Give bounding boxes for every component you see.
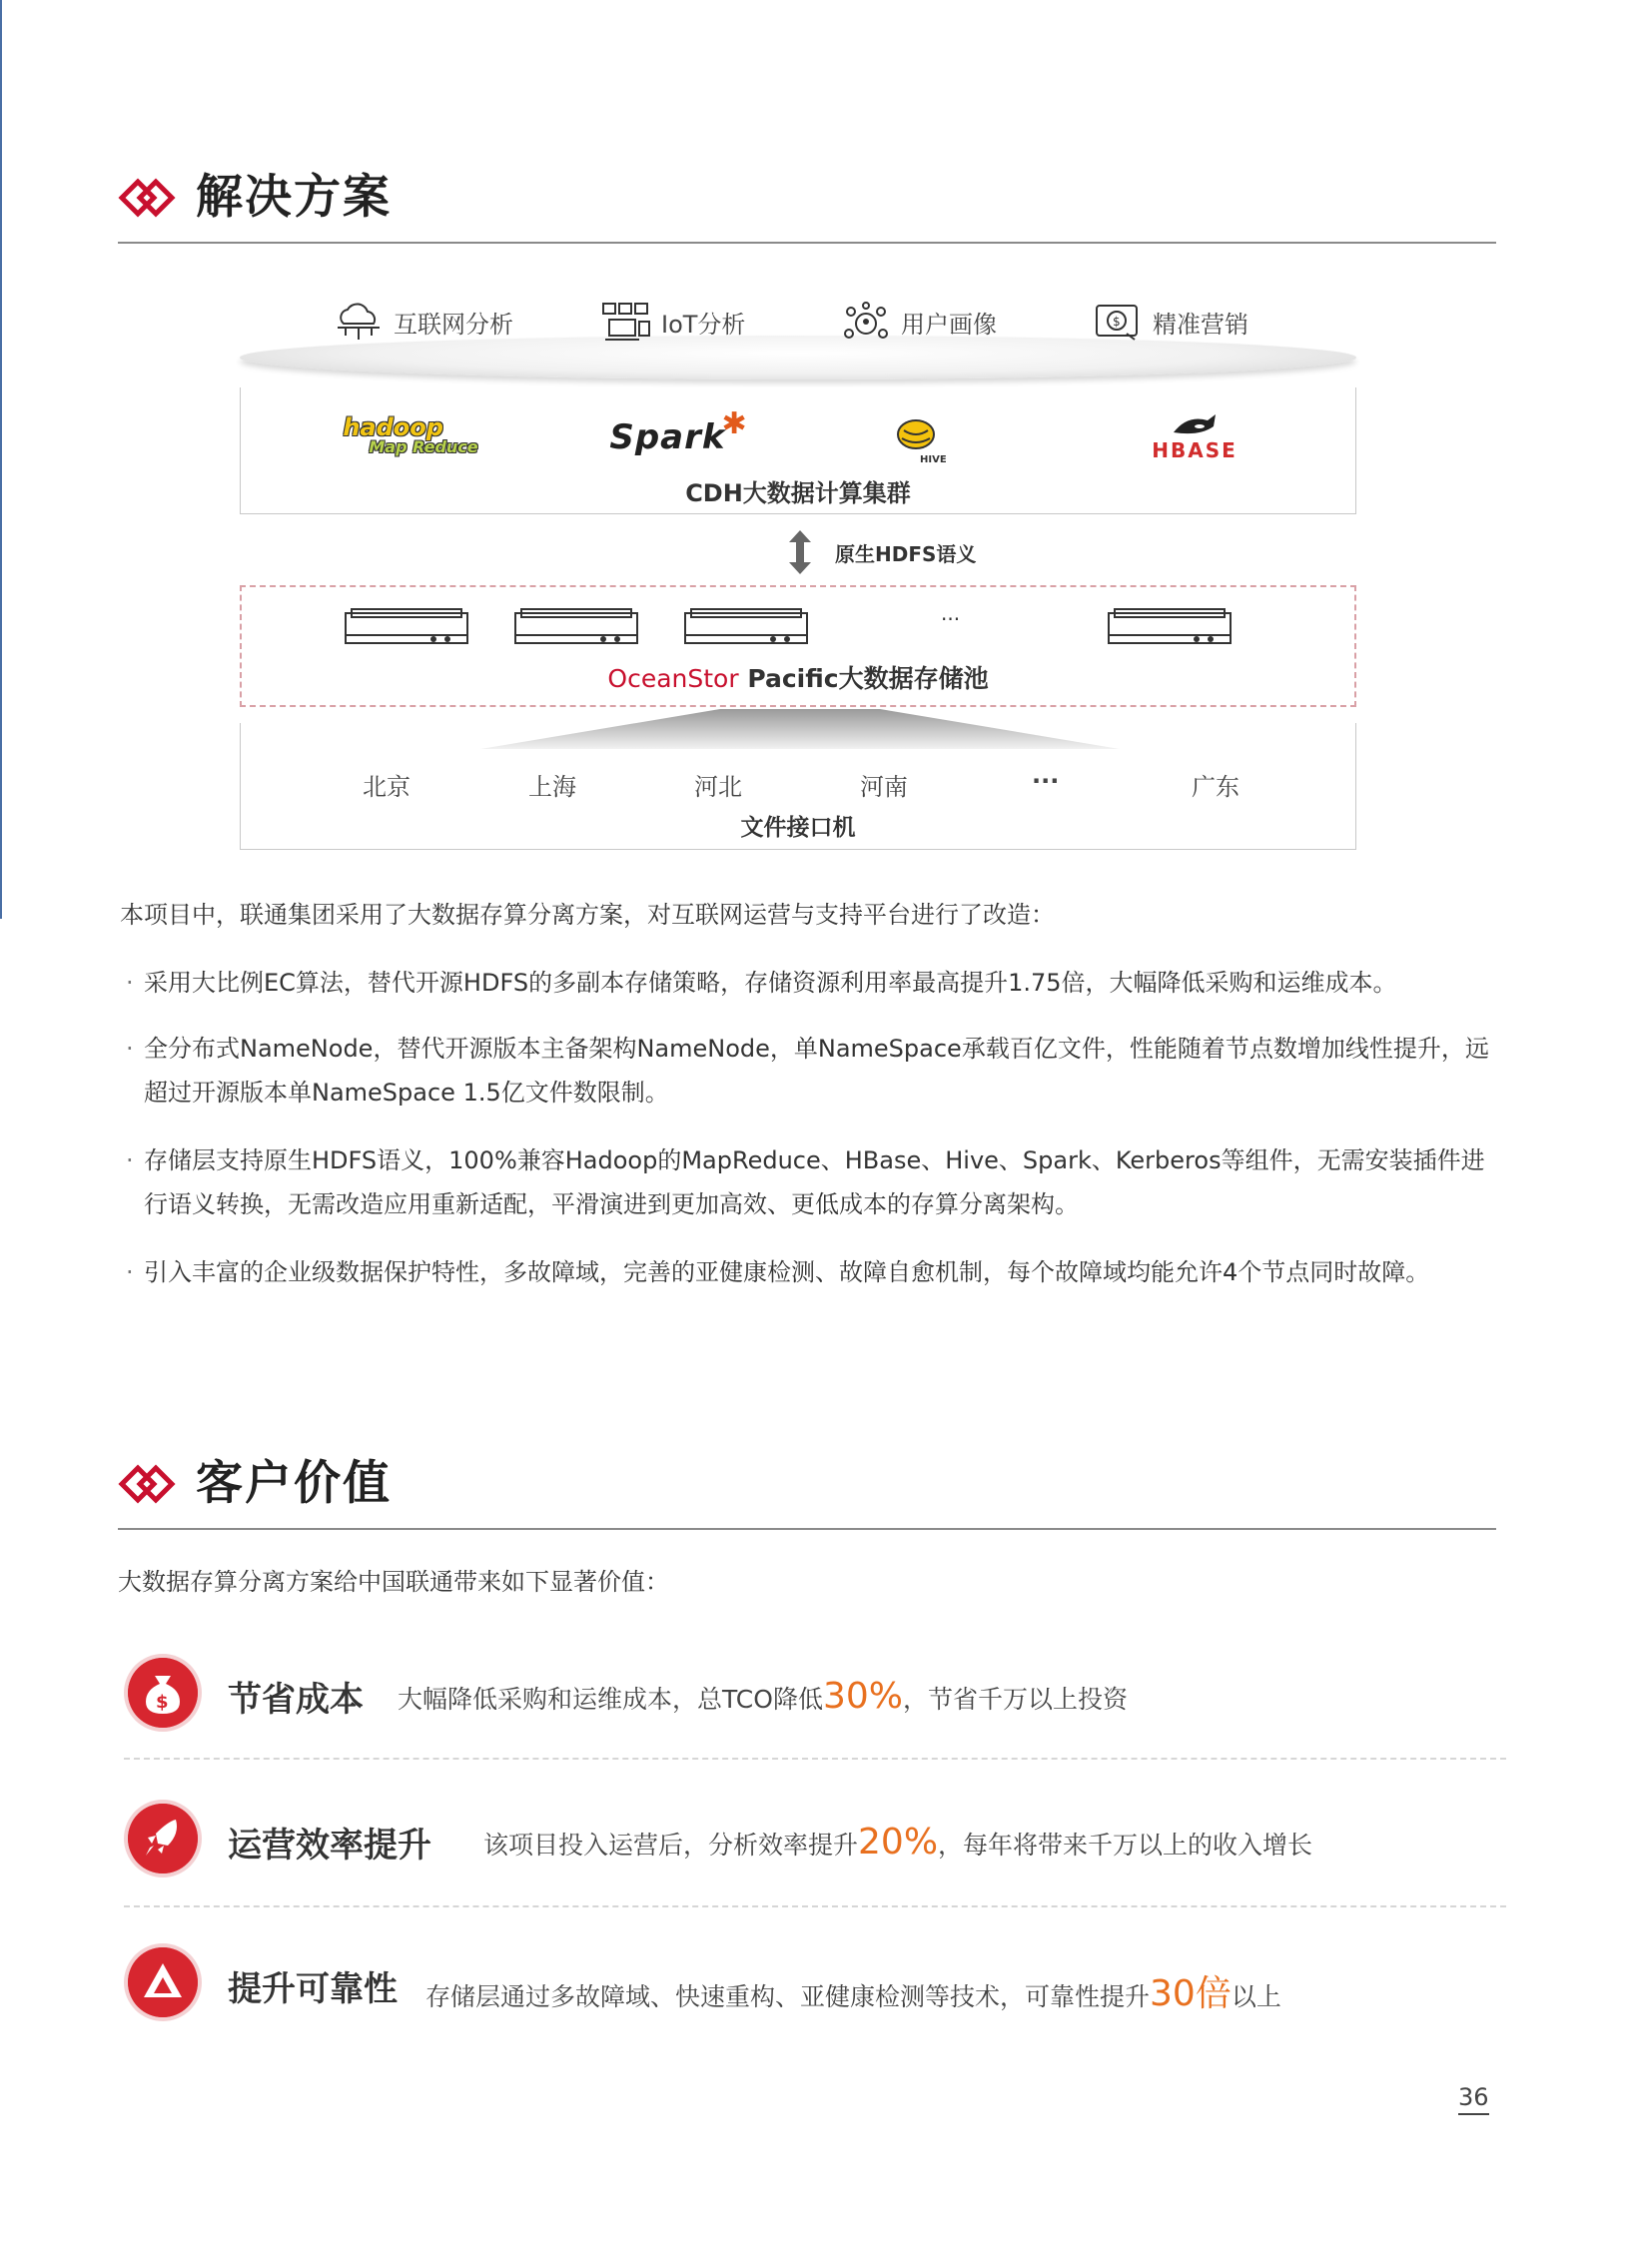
app-iot-analysis [599,302,745,342]
solution-bullet [126,1250,1504,1294]
app-label: IoT分析 [661,310,746,339]
bullet-text: 引入丰富的企业级数据保护特性，多故障域，完善的亚健康检测、故障自愈机制，每个故障域均能允许4个节点同时故障。 [144,1258,1430,1286]
more-nodes-ellipsis: ... [941,601,961,625]
city-ellipsis: ··· [1032,767,1060,795]
section-divider [118,1528,1496,1530]
hdfs-semantic-link [789,529,976,575]
app-precision-marketing [1091,302,1248,342]
bullet-text: 全分布式NameNode，替代开源版本主备架构NameNode，单NameSpace承载百亿文件，性能随着节点数增加线性提升，远超过开源版本单NameSpace 1.5亿文件数限制。 [144,1035,1489,1107]
svg-text:$: $ [1113,315,1121,329]
solution-bullet [126,1027,1504,1115]
hdfs-semantic-label: 原生HDFS语义 [835,541,977,566]
value-description [483,1822,1312,1863]
value-item-cost [128,1658,1506,1732]
fan-connector-shape [480,709,1120,755]
value-desc-after: ，节省千万以上投资 [902,1685,1128,1714]
architecture-diagram [240,290,1356,849]
app-internet-analysis [332,302,513,342]
bullet-text: 采用大比例EC算法，替代开源HDFS的多副本存储策略，存储资源利用率最高提升1.75倍，大幅降低采购和运维成本。 [144,969,1397,997]
solution-intro: 本项目中，联通集团采用了大数据存算分离方案，对互联网运营与支持平台进行了改造： [120,901,1055,929]
value-title: 节省成本 [228,1680,364,1720]
city-label: 河北 [694,773,742,801]
solution-heading: 解决方案 [196,170,392,225]
app-label: 互联网分析 [394,310,513,339]
storage-node-icon [683,607,809,649]
value-item-reliability [128,1947,1506,2021]
oceanstor-storage-pool [240,585,1356,707]
cdh-compute-cluster [240,387,1356,514]
value-intro: 大数据存算分离方案给中国联通带来如下显著价值： [118,1568,669,1596]
precision-marketing-icon [1091,302,1145,342]
dashed-divider [124,1905,1506,1907]
storage-pool-caption [242,659,1354,695]
value-highlight: 30倍 [1150,1973,1232,2014]
value-title: 运营效率提升 [228,1826,431,1866]
value-description [425,1965,1281,2016]
solution-bullet [126,961,1504,1005]
value-highlight: 30% [822,1676,903,1717]
value-desc-before: 存储层通过多故障域、快速重构、亚健康检测等技术，可靠性提升 [425,1982,1151,2011]
hadoop-logo-text: hadoop [343,413,443,441]
bullet-marker: · [126,1146,134,1174]
spark-star-icon: ✱ [721,405,747,441]
hive-logo [880,407,960,467]
hbase-logo [1140,407,1249,467]
mountain-shield-icon [128,1947,198,2017]
dashed-divider [124,1758,1506,1760]
value-highlight: 20% [858,1822,939,1863]
file-interface-machines [240,723,1356,850]
app-label: 用户画像 [901,310,997,339]
solution-bullet [126,1138,1504,1226]
bullet-marker: · [126,1035,134,1063]
page-number: 36 [1458,2083,1489,2115]
diamond-logo-icon [118,1462,176,1506]
city-label: 上海 [528,773,576,801]
value-desc-before: 大幅降低采购和运维成本，总TCO降低 [398,1685,823,1714]
file-interface-caption: 文件接口机 [740,815,856,841]
spark-logo-text: Spark [609,417,726,457]
rocket-icon [128,1804,198,1873]
application-layer-band [240,336,1356,379]
iot-devices-icon [599,302,653,342]
svg-text:$: $ [156,1692,169,1713]
orca-icon [1170,412,1220,438]
compute-cluster-caption: CDH大数据计算集群 [685,479,911,507]
cloud-network-icon [332,302,386,342]
bullet-text: 存储层支持原生HDFS语义，100%兼容Hadoop的MapReduce、HBase、Hive、Spark、Kerberos等组件，无需安装插件进行语义转换，无需改造应用重新适配，平滑演进到更加高效、更低成本的存算分离架构。 [144,1146,1485,1218]
storage-node-icon [1107,607,1233,649]
bullet-marker: · [126,969,134,997]
storage-pool-caption-rest: Pacific大数据存储池 [738,664,989,693]
value-title: 提升可靠性 [228,1969,398,2009]
app-label: 精准营销 [1153,310,1248,339]
city-label: 广东 [1192,773,1239,801]
hive-logo-text: HIVE [920,454,947,465]
hive-bee-icon [890,408,950,466]
storage-node-icon [513,607,639,649]
section-divider [118,242,1496,244]
hbase-logo-text: HBASE [1152,438,1238,462]
value-heading: 客户价值 [196,1456,392,1511]
spark-logo [598,407,758,467]
diamond-logo-icon [118,176,176,220]
value-desc-before: 该项目投入运营后，分析效率提升 [483,1831,859,1860]
hadoop-logo [341,407,480,467]
city-label: 河南 [860,773,908,801]
storage-node-icon [344,607,469,649]
double-arrow-icon [789,530,811,574]
bullet-marker: · [126,1258,134,1286]
value-item-efficiency [128,1804,1506,1877]
value-desc-after: 以上 [1231,1982,1281,2011]
value-desc-after: ，每年将带来千万以上的收入增长 [938,1831,1313,1860]
money-bag-icon [128,1658,198,1728]
mapreduce-logo-text: Map Reduce [369,437,478,456]
oceanstor-brand: OceanStor [607,664,739,693]
city-label: 北京 [363,773,411,801]
user-profile-icon [839,302,893,342]
left-edge-strip [0,0,2,919]
value-description [398,1676,1128,1717]
app-user-profile [839,302,997,342]
